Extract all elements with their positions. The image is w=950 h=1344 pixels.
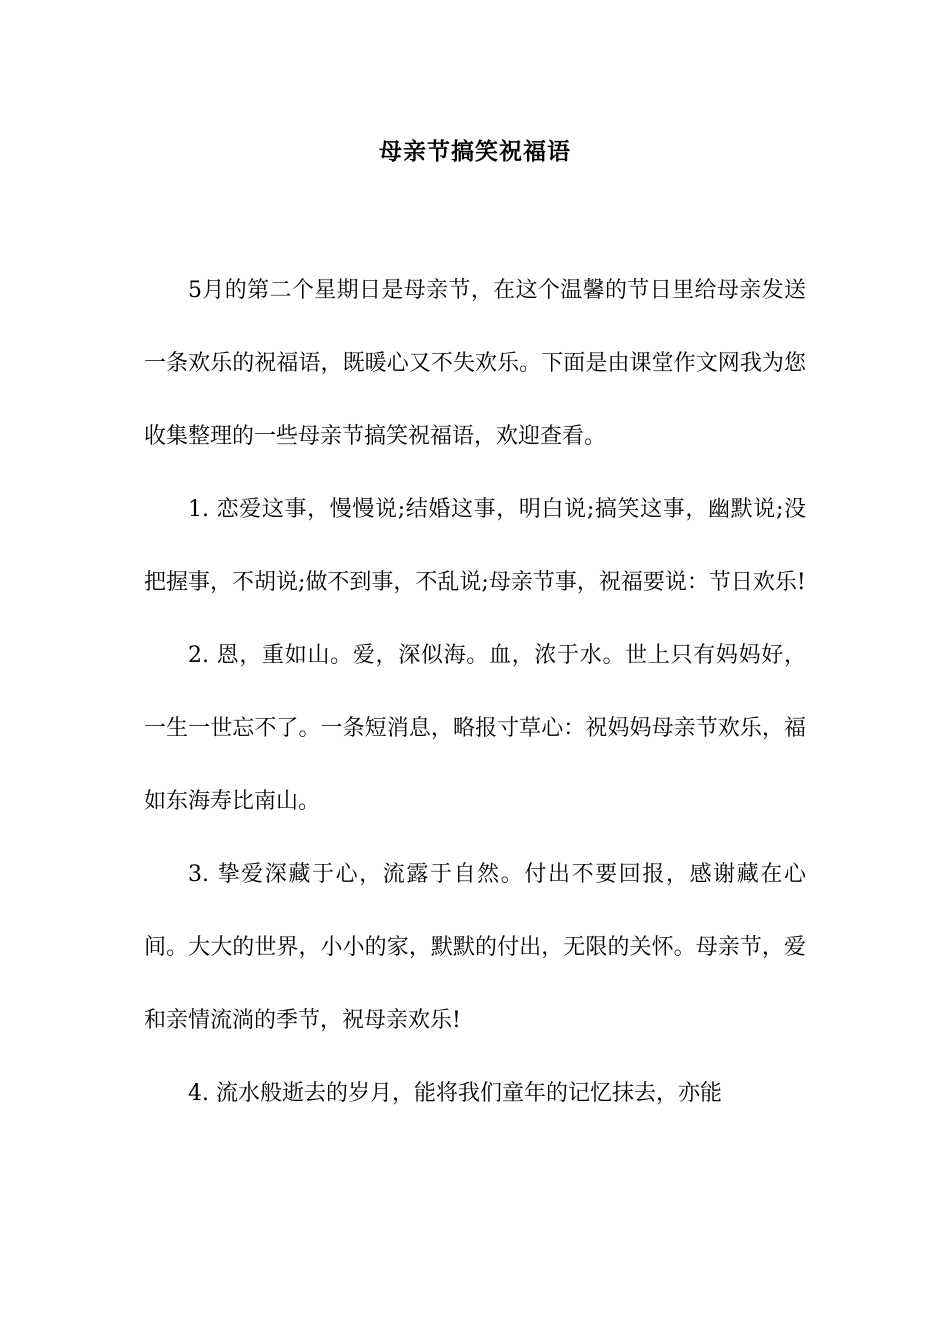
paragraph-item-1: 1. 恋爱这事，慢慢说;结婚这事，明白说;搞笑这事，幽默说;没把握事，不胡说;做不到事，不乱说;母亲节事，祝福要说：节日欢乐!	[144, 497, 806, 595]
paragraph-item-4: 4. 流水般逝去的岁月，能将我们童年的记忆抹去，亦能	[188, 1081, 722, 1106]
paragraph-intro: 5月的第二个星期日是母亲节，在这个温馨的节日里给母亲发送一条欢乐的祝福语，既暖心又不失欢乐。下面是由课堂作文网我为您收集整理的一些母亲节搞笑祝福语，欢迎查看。	[144, 278, 806, 449]
document-body	[144, 254, 806, 1130]
document-title: 母亲节搞笑祝福语	[379, 138, 571, 165]
paragraph-item-3: 3. 挚爱深藏于心，流露于自然。付出不要回报，感谢藏在心间。大大的世界，小小的家，默默的付出，无限的关怀。母亲节，爱和亲情流淌的季节，祝母亲欢乐!	[144, 862, 806, 1033]
paragraph-item-2: 2. 恩，重如山。爱，深似海。血，浓于水。世上只有妈妈好，一生一世忘不了。一条短消息，略报寸草心：祝妈妈母亲节欢乐，福如东海寿比南山。	[144, 643, 806, 814]
